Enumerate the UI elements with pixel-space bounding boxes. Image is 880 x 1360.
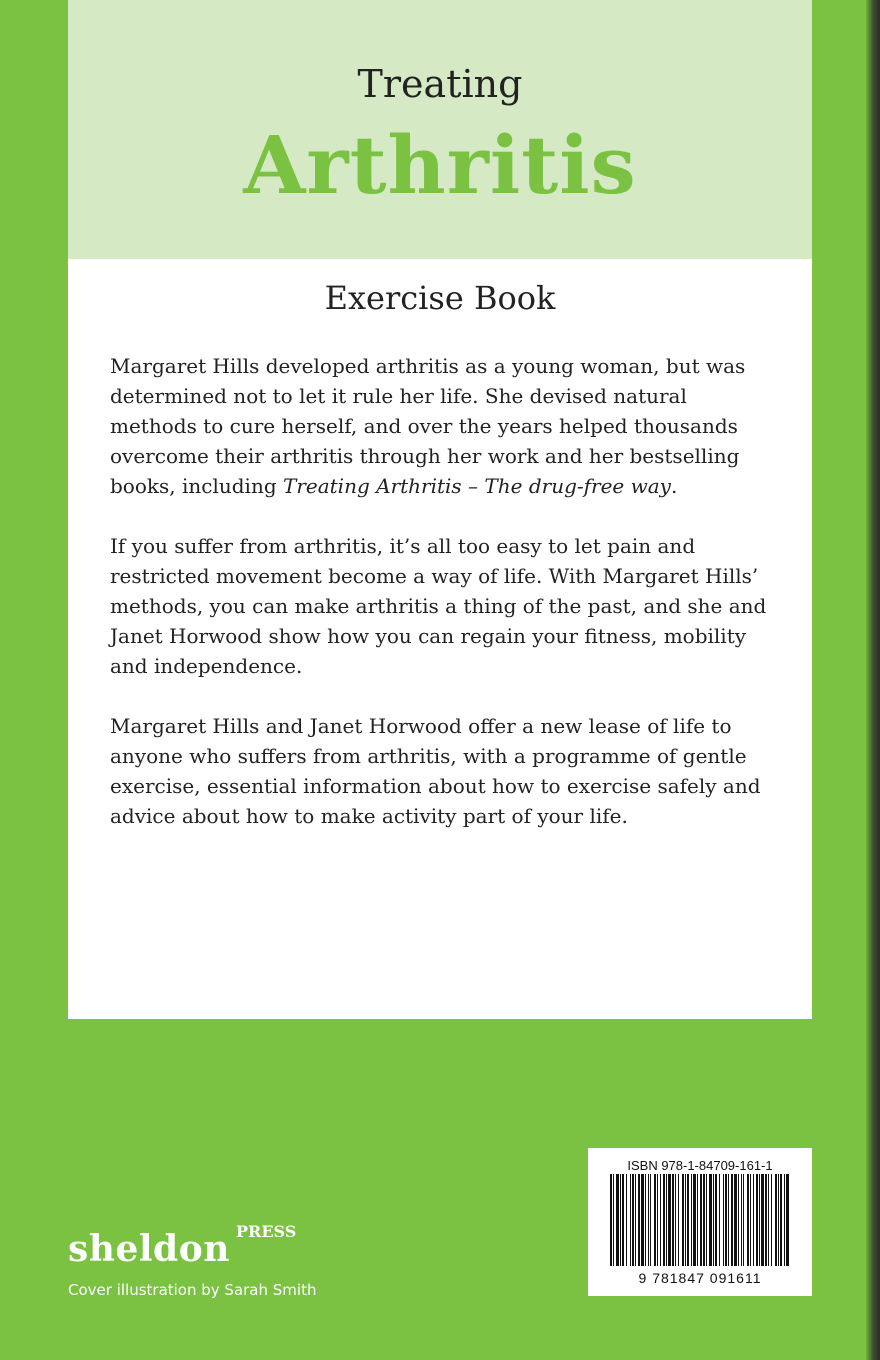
blurb-paragraph-1 <box>110 351 780 501</box>
title-band <box>68 0 812 259</box>
publisher-logo <box>68 1222 298 1272</box>
book-title-italic: Treating Arthritis – The drug-free way <box>282 474 671 498</box>
barcode-icon <box>608 1174 792 1270</box>
blurb-panel <box>68 259 812 1019</box>
barcode-digits: 9 781847 091611 <box>638 1270 762 1286</box>
logo-press-text: PRESS <box>236 1222 297 1241</box>
blurb-paragraph-3: Margaret Hills and Janet Horwood offer a new lease of life to anyone who suffers from arthritis, with a programme of gentle exercise, essential information about how to exercise safely and advice about how to make activity part of your life. <box>110 714 761 828</box>
blurb-paragraph-1-text: Margaret Hills developed arthritis as a young woman, but was determined not to let it rule her life. She devised natural methods to cure herself, and over the years helped thousands overcome their arthritis through her work and her bestselling books, including <box>110 354 746 498</box>
blurb-paragraph-1-end: . <box>670 474 678 498</box>
isbn-label: ISBN 978-1-84709-161-1 <box>627 1158 773 1173</box>
isbn-barcode-box <box>588 1148 812 1296</box>
title-line-2: Arthritis <box>243 118 637 212</box>
illustration-credit: Cover illustration by Sarah Smith <box>68 1281 317 1299</box>
title-line-1: Treating <box>357 62 523 106</box>
blurb-paragraph-2: If you suffer from arthritis, it’s all too easy to let pain and restricted movement become a way of life. With Margaret Hills’ methods, you can make arthritis a thing of the past, and she and Janet Horwood show how you can regain your fitness, mobility and independence. <box>110 534 767 678</box>
logo-name-text: sheldon <box>68 1228 230 1270</box>
spine-edge <box>866 0 880 1360</box>
subtitle: Exercise Book <box>324 279 556 317</box>
